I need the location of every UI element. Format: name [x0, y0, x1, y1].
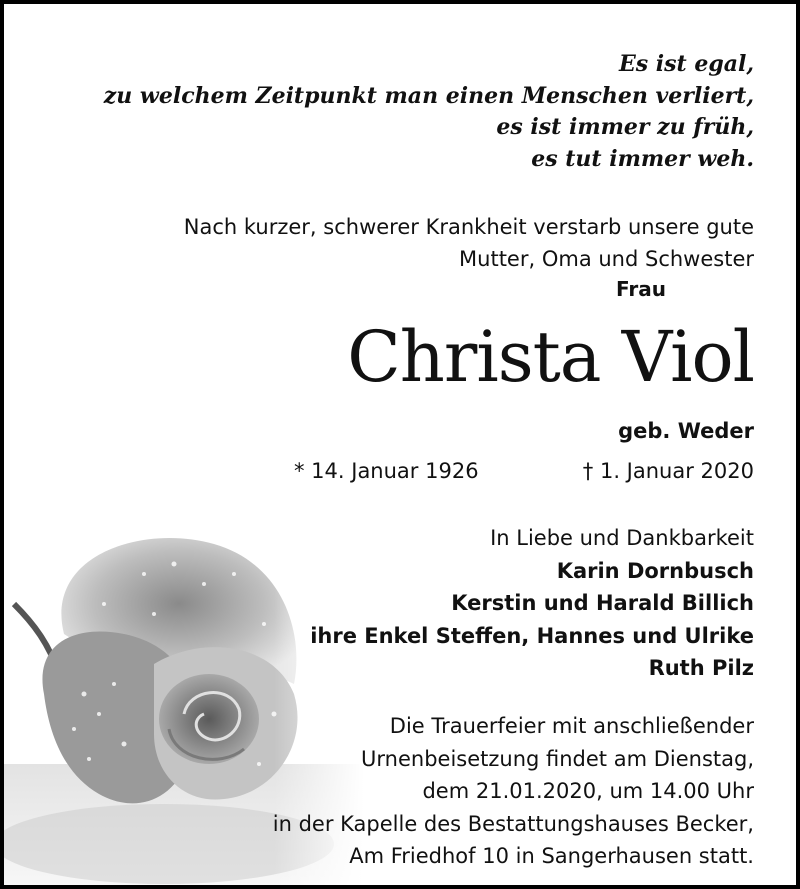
poem-line: Es ist egal,: [618, 51, 754, 77]
poem-line: zu welchem Zeitpunkt man einen Menschen verliert,: [103, 82, 754, 109]
service-line: Die Trauerfeier mit anschließender: [389, 714, 754, 738]
mourner-name: Karin Dornbusch: [556, 558, 754, 583]
mourners-intro: In Liebe und Dankbarkeit: [490, 526, 754, 550]
mourner-name: Ruth Pilz: [648, 656, 754, 680]
announcement-line: Nach kurzer, schwerer Krankheit verstarb unsere gute: [183, 215, 754, 239]
deceased-name: Christa Viol: [347, 316, 754, 398]
mourner-name: ihre Enkel Steffen, Hannes und Ulrike: [310, 623, 754, 648]
service-line: dem 21.01.2020, um 14.00 Uhr: [422, 779, 754, 803]
mourner-name: Kerstin und Harald Billich: [451, 591, 754, 615]
service-line: Urnenbeisetzung findet am Dienstag,: [361, 746, 754, 771]
service-line: Am Friedhof 10 in Sangerhausen statt.: [349, 844, 754, 868]
poem-line: es tut immer weh.: [531, 145, 754, 172]
poem-line: es ist immer zu früh,: [496, 114, 754, 140]
funeral-service-info: [273, 710, 754, 873]
mourners: [310, 522, 754, 685]
salutation: Frau: [616, 277, 666, 301]
announcement-text: [184, 211, 754, 275]
maiden-name: geb. Weder: [618, 419, 754, 443]
announcement-line: Mutter, Oma und Schwester: [459, 247, 754, 271]
poem: [104, 49, 754, 175]
service-line: in der Kapelle des Bestattungshauses Becker,: [272, 811, 754, 836]
birth-date: * 14. Januar 1926: [294, 459, 479, 483]
death-date: † 1. Januar 2020: [582, 459, 754, 483]
